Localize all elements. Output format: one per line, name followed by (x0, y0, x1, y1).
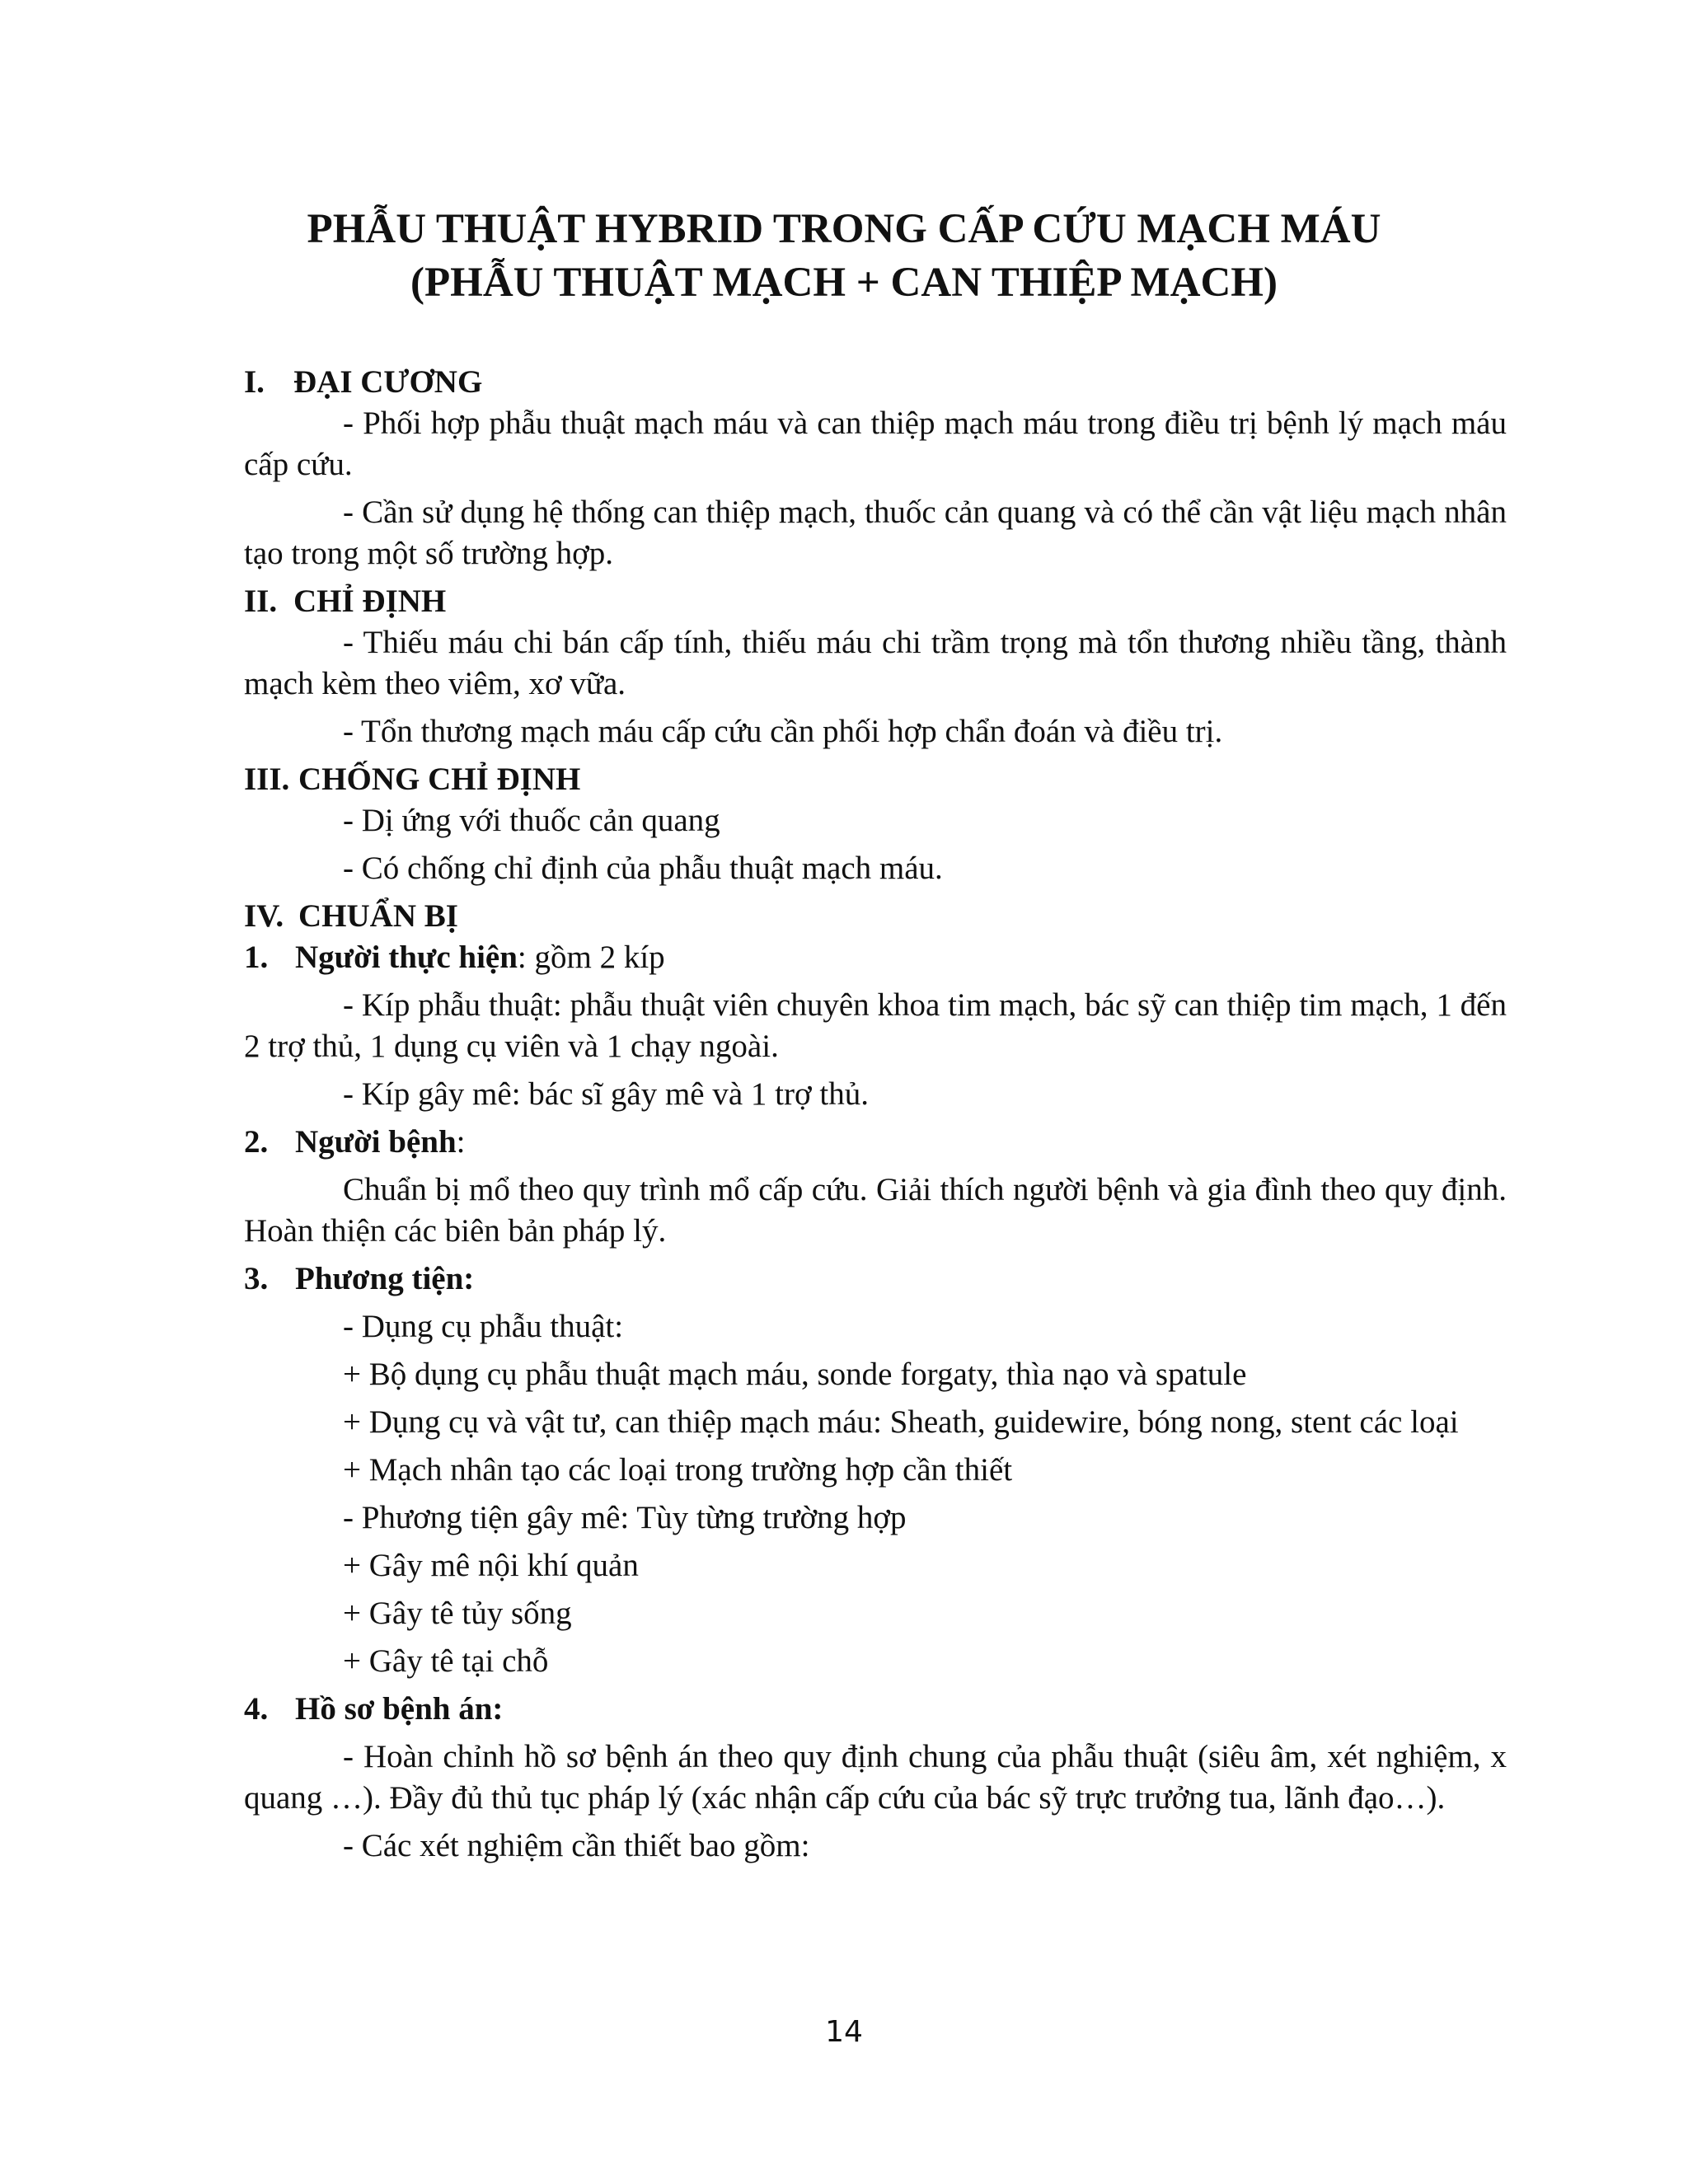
paragraph: - Tổn thương mạch máu cấp cứu cần phối hợp chẩn đoán và điều trị. (343, 714, 1223, 749)
section-heading-chi-dinh (244, 581, 1507, 622)
subsection-rest: : gồm 2 kíp (517, 940, 665, 975)
page-number: 14 (825, 2015, 863, 2049)
subsection-label: Người bệnh (295, 1124, 457, 1160)
list-item: - Có chống chỉ định của phẫu thuật mạch máu. (343, 851, 943, 886)
section-number: I. (244, 364, 265, 400)
list-item: + Mạch nhân tạo các loại trong trường hợp cần thiết (343, 1452, 1013, 1488)
section-title: CHỈ ĐỊNH (293, 583, 447, 619)
subsection-rest: : (456, 1124, 466, 1160)
section-title: ĐẠI CƯƠNG (293, 364, 483, 400)
paragraph: - Kíp phẫu thuật: phẫu thuật viên chuyên khoa tim mạch, bác sỹ can thiệp tim mạch, 1 đến 2 trợ thủ, 1 dụng cụ viên và 1 chạy ngoài. (244, 987, 1507, 1064)
subsection-heading-phuong-tien (244, 1258, 1507, 1300)
paragraph: - Cần sử dụng hệ thống can thiệp mạch, thuốc cản quang và có thể cần vật liệu mạch nhân tạo trong một số trường hợp. (244, 494, 1507, 571)
section-number: IV. (244, 898, 284, 934)
list-item: - Dị ứng với thuốc cản quang (343, 803, 720, 838)
list-item: + Gây tê tủy sống (343, 1596, 572, 1631)
subsection-heading-nguoi-benh (244, 1122, 1507, 1163)
subsection-number: 1. (244, 940, 269, 975)
list-item: - Các xét nghiệm cần thiết bao gồm: (343, 1828, 810, 1863)
list-item: - Kíp gây mê: bác sĩ gây mê và 1 trợ thủ. (343, 1076, 869, 1112)
subsection-number: 3. (244, 1261, 269, 1296)
paragraph: Chuẩn bị mổ theo quy trình mổ cấp cứu. Giải thích người bệnh và gia đình theo quy định. Hoàn thiện các biên bản pháp lý. (244, 1172, 1507, 1249)
section-number: II. (244, 583, 278, 619)
subsection-number: 4. (244, 1691, 269, 1727)
paragraph: - Phối hợp phẫu thuật mạch máu và can thiệp mạch máu trong điều trị bệnh lý mạch máu cấp cứu. (244, 405, 1507, 482)
document-title-line-1: PHẪU THUẬT HYBRID TRONG CẤP CỨU MẠCH MÁU (307, 206, 1381, 252)
section-title: CHUẨN BỊ (298, 898, 458, 934)
subsection-heading-ho-so-benh-an (244, 1689, 1507, 1730)
list-item: + Dụng cụ và vật tư, can thiệp mạch máu: Sheath, guidewire, bóng nong, stent các loại (343, 1404, 1459, 1440)
paragraph: - Hoàn chỉnh hồ sơ bệnh án theo quy định chung của phẫu thuật (siêu âm, xét nghiệm, x quang …). Đầy đủ thủ tục pháp lý (xác nhận cấp cứu của bác sỹ trực trưởng tua, lãnh đạo…). (244, 1739, 1507, 1816)
list-item: + Gây tê tại chỗ (343, 1643, 549, 1679)
subsection-label: Hồ sơ bệnh án: (295, 1691, 504, 1727)
list-item: + Gây mê nội khí quản (343, 1548, 639, 1583)
document-title-line-2: (PHẪU THUẬT MẠCH + CAN THIỆP MẠCH) (410, 260, 1278, 306)
list-item: - Phương tiện gây mê: Tùy từng trường hợp (343, 1500, 907, 1535)
document-body (244, 362, 1507, 1873)
subsection-label: Người thực hiện (295, 940, 518, 975)
subsection-heading-nguoi-thuc-hien (244, 937, 1507, 978)
subsection-number: 2. (244, 1124, 269, 1160)
section-number: III. (244, 762, 290, 797)
paragraph: - Thiếu máu chi bán cấp tính, thiếu máu chi trầm trọng mà tổn thương nhiều tầng, thành mạch kèm theo viêm, xơ vữa. (244, 625, 1507, 701)
section-heading-chong-chi-dinh (244, 759, 1507, 800)
section-heading-chuan-bi (244, 896, 1507, 937)
section-title: CHỐNG CHỈ ĐỊNH (298, 762, 581, 797)
list-item: + Bộ dụng cụ phẫu thuật mạch máu, sonde forgaty, thìa nạo và spatule (343, 1357, 1247, 1392)
section-heading-dai-cuong (244, 362, 1507, 403)
subsection-label: Phương tiện: (295, 1261, 475, 1296)
list-item: - Dụng cụ phẫu thuật: (343, 1309, 624, 1344)
